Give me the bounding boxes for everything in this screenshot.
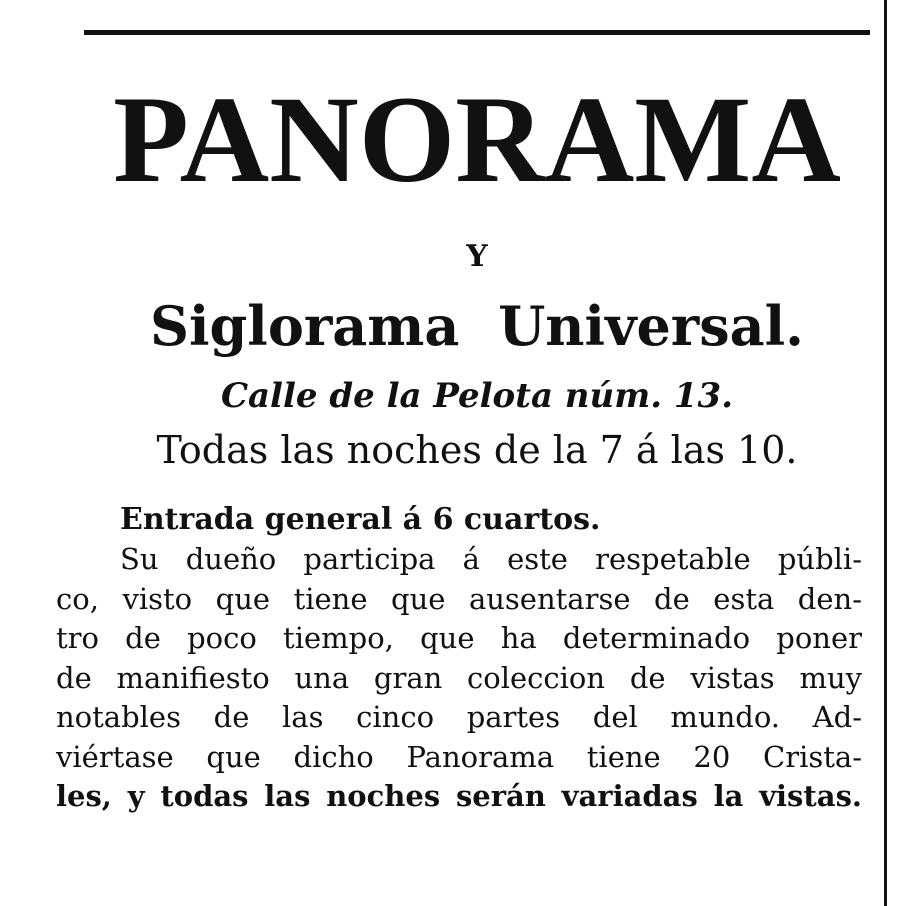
column-rule (884, 0, 887, 906)
ad-conjunction: Y (466, 239, 488, 274)
ad-body-line: de manifiesto una gran coleccion de vistas muy (56, 660, 862, 695)
ad-body-line: les, y todas las noches serán variadas la vistas. (56, 779, 862, 813)
top-rule (84, 30, 870, 35)
ad-entry-price: Entrada general á 6 cuartos. (120, 502, 601, 537)
ad-body-line: Su dueño participa á este respetable públi- (120, 542, 862, 576)
ad-body-line: co, visto que tiene que ausentarse de esta den- (56, 581, 862, 616)
ad-hours: Todas las noches de la 7 á las 10. (156, 428, 798, 472)
ad-body (56, 540, 862, 817)
ad-body-line: notables de las cinco partes del mundo. Ad- (56, 700, 862, 734)
ad-address: Calle de la Pelota núm. 13. (220, 376, 734, 416)
ad-subtitle: Siglorama Universal. (150, 294, 804, 358)
ad-body-line: viértase que dicho Panorama tiene 20 Crista- (56, 739, 862, 774)
ad-body-line: tro de poco tiempo, que ha determinado poner (56, 621, 862, 655)
ad-title: PANORAMA (113, 71, 841, 208)
